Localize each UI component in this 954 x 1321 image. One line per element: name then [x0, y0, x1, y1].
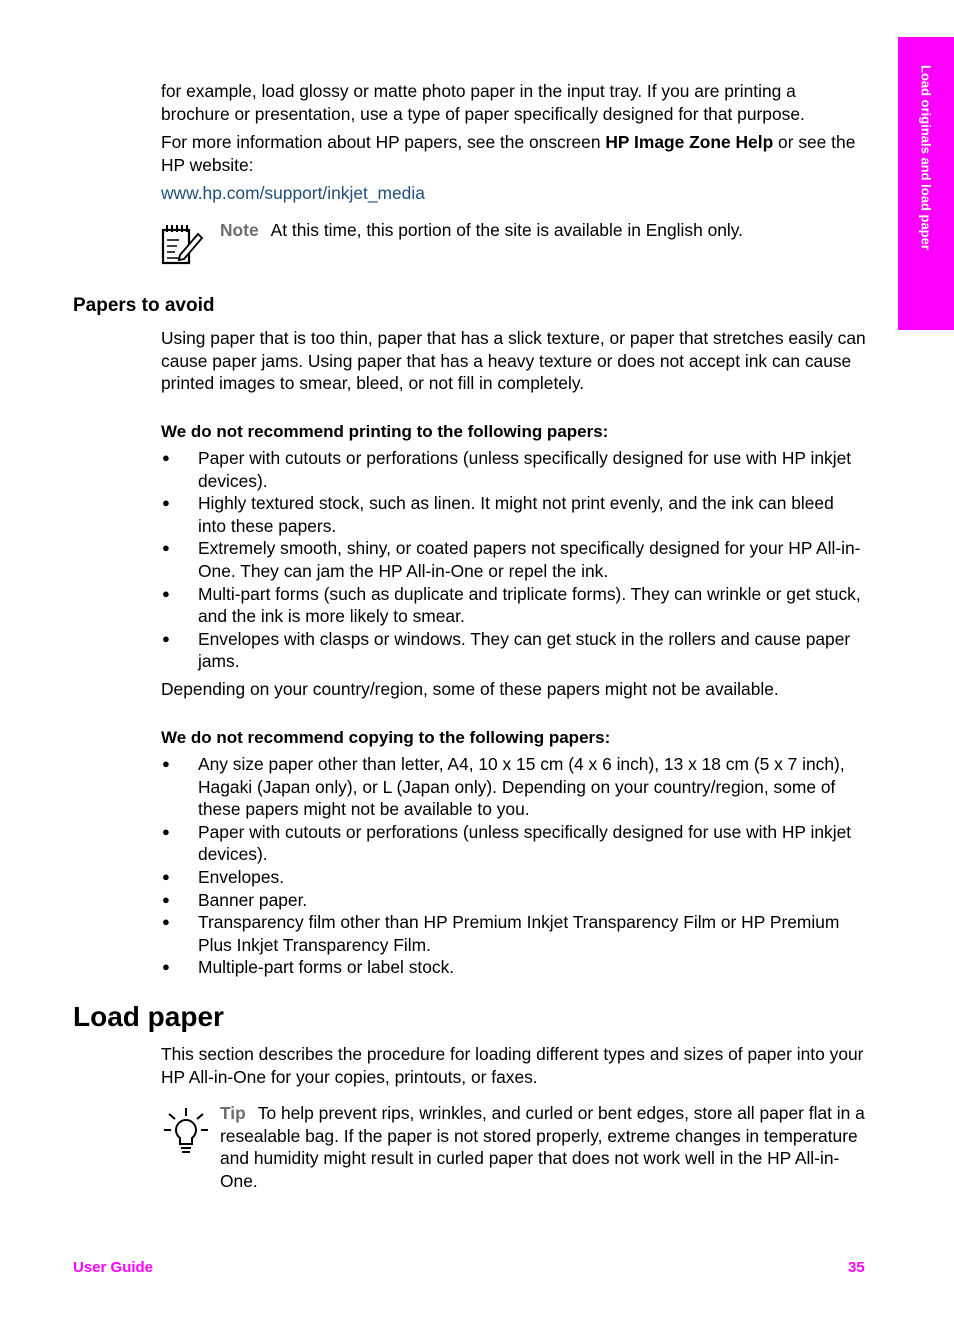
- footer-user-guide: User Guide: [73, 1259, 154, 1276]
- intro-p2-bold: HP Image Zone Help: [605, 132, 774, 152]
- printing-list: [161, 447, 861, 673]
- intro-paragraph-2: [161, 131, 866, 176]
- footer-page-number: 35: [848, 1259, 865, 1276]
- tip-text: [220, 1102, 865, 1192]
- papers-to-avoid-heading: Papers to avoid: [73, 295, 215, 316]
- list-item: ● Extremely smooth, shiny, or coated papers not specifically designed for your HP All-in-One. They can jam the HP All-in-One or repel the ink.: [161, 537, 861, 582]
- list-item: ● Any size paper other than letter, A4, 10 x 15 cm (4 x 6 inch), 13 x 18 cm (5 x 7 inch), Hagaki (Japan only), or L (Japan only). Depending on your country/region, some of these papers might not be available to you.: [161, 753, 861, 821]
- list-item: ● Transparency film other than HP Premium Inkjet Transparency Film or HP Premium Plus Inkjet Transparency Film.: [161, 911, 861, 956]
- side-tab: [898, 37, 954, 330]
- list-item: ● Envelopes with clasps or windows. They can get stuck in the rollers and cause paper jams.: [161, 628, 861, 673]
- intro-paragraph-1: for example, load glossy or matte photo paper in the input tray. If you are printing a brochure or presentation, use a type of paper specifically designed for that purpose.: [161, 81, 805, 124]
- list-item: ● Highly textured stock, such as linen. It might not print evenly, and the ink can bleed into these papers.: [161, 492, 861, 537]
- load-paragraph: This section describes the procedure for loading different types and sizes of paper into your HP All-in-One for your copies, printouts, or faxes.: [161, 1044, 864, 1087]
- intro-p2-before: For more information about HP papers, see the onscreen: [161, 132, 606, 152]
- list-item: ● Multiple-part forms or label stock.: [161, 956, 861, 979]
- printing-subheading: We do not recommend printing to the following papers:: [161, 422, 609, 441]
- copying-list: [161, 753, 861, 979]
- list-item: ● Paper with cutouts or perforations (unless specifically designed for use with HP inkjet devices).: [161, 821, 861, 866]
- copying-subheading: We do not recommend copying to the following papers:: [161, 728, 611, 747]
- note-icon: [160, 222, 206, 266]
- tip-label: Tip: [220, 1103, 246, 1123]
- note-label: Note: [220, 220, 259, 240]
- avoid-paragraph: Using paper that is too thin, paper that has a slick texture, or paper that stretches easily can cause paper jams. Using paper that has a heavy texture or does not accept ink can cause printed images to smear, bleed, or not fill in completely.: [161, 328, 866, 394]
- load-paper-heading: Load paper: [73, 1001, 224, 1032]
- list-item: ● Paper with cutouts or perforations (unless specifically designed for use with HP inkjet devices).: [161, 447, 861, 492]
- note-text: [220, 219, 860, 242]
- list-item: ● Banner paper.: [161, 889, 861, 912]
- note-body: At this time, this portion of the site is available in English only.: [270, 220, 744, 240]
- side-tab-label: Load originals and load paper: [918, 65, 934, 250]
- intro-p2-after: or see the HP website:: [161, 132, 856, 175]
- hp-website-link[interactable]: www.hp.com/support/inkjet_media: [161, 183, 425, 203]
- tip-body: To help prevent rips, wrinkles, and curled or bent edges, store all paper flat in a resealable bag. If the paper is not stored properly, extreme changes in temperature and humidity might result in curled paper that does not work well in the HP All-in-One.: [220, 1103, 865, 1191]
- list-item: ● Multi-part forms (such as duplicate and triplicate forms). They can wrinkle or get stuck, and the ink is more likely to smear.: [161, 583, 861, 628]
- list-item: ● Envelopes.: [161, 866, 861, 889]
- region-note: Depending on your country/region, some of these papers might not be available.: [161, 679, 779, 699]
- lightbulb-icon: [163, 1106, 209, 1156]
